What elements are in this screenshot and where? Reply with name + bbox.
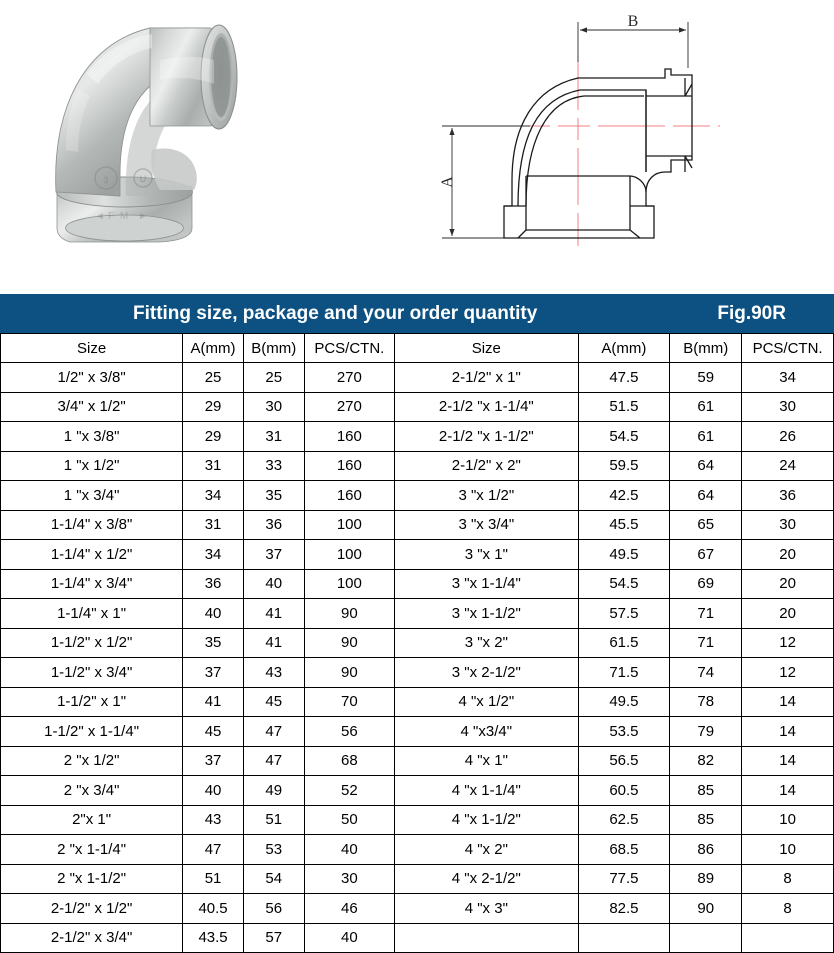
cell-size-left: 1 "x 3/8" [1, 422, 183, 452]
svg-text:U: U [139, 174, 147, 184]
cell-pcsctn-left: 46 [304, 894, 394, 924]
table-row [1, 481, 834, 511]
cell-pcsctn-right: 36 [742, 481, 834, 511]
cell-pcsctn-left: 160 [304, 422, 394, 452]
cell-a-left: 43 [183, 805, 244, 835]
cell-size-right: 4 "x 2-1/2" [395, 864, 578, 894]
cell-size-left: 1-1/4" x 1/2" [1, 540, 183, 570]
table-row [1, 776, 834, 806]
table-row [1, 510, 834, 540]
cell-a-right: 77.5 [578, 864, 670, 894]
cell-size-left: 2 "x 3/4" [1, 776, 183, 806]
cell-pcsctn-left: 52 [304, 776, 394, 806]
cell-b-right: 67 [670, 540, 742, 570]
cell-a-left: 40 [183, 776, 244, 806]
cell-a-right: 56.5 [578, 746, 670, 776]
cell-b-right: 71 [670, 628, 742, 658]
cell-a-right: 62.5 [578, 805, 670, 835]
cell-b-left: 35 [243, 481, 304, 511]
cell-size-right: 3 "x 3/4" [395, 510, 578, 540]
cell-size-right: 3 "x 1-1/2" [395, 599, 578, 629]
cell-b-right: 79 [670, 717, 742, 747]
table-body [1, 363, 834, 953]
cell-a-right: 60.5 [578, 776, 670, 806]
cell-b-right: 61 [670, 392, 742, 422]
cell-a-right: 54.5 [578, 422, 670, 452]
cell-size-left: 1-1/4" x 1" [1, 599, 183, 629]
cell-a-right: 47.5 [578, 363, 670, 393]
cell-b-right [670, 923, 742, 953]
cell-a-left: 35 [183, 628, 244, 658]
cell-pcsctn-right: 30 [742, 392, 834, 422]
cell-size-right: 3 "x 1" [395, 540, 578, 570]
cell-a-right [578, 923, 670, 953]
cell-b-right: 65 [670, 510, 742, 540]
cell-b-right: 89 [670, 864, 742, 894]
cell-b-left: 33 [243, 451, 304, 481]
cell-a-right: 71.5 [578, 658, 670, 688]
cell-b-left: 43 [243, 658, 304, 688]
table-row [1, 835, 834, 865]
col-header-b-right: B(mm) [670, 334, 742, 363]
cell-size-left: 3/4" x 1/2" [1, 392, 183, 422]
cell-b-right: 85 [670, 805, 742, 835]
cell-pcsctn-left: 160 [304, 451, 394, 481]
table-row [1, 363, 834, 393]
table-row [1, 805, 834, 835]
cell-b-left: 40 [243, 569, 304, 599]
cell-size-right: 4 "x 2" [395, 835, 578, 865]
cell-a-left: 34 [183, 481, 244, 511]
cell-a-left: 31 [183, 451, 244, 481]
cell-pcsctn-right: 20 [742, 599, 834, 629]
col-header-pcsctn-right: PCS/CTN. [742, 334, 834, 363]
cell-a-right: 42.5 [578, 481, 670, 511]
cell-a-right: 54.5 [578, 569, 670, 599]
col-header-size-left: Size [1, 334, 183, 363]
cell-size-right: 2-1/2 "x 1-1/4" [395, 392, 578, 422]
cell-a-right: 49.5 [578, 687, 670, 717]
cell-a-left: 29 [183, 392, 244, 422]
cell-size-right: 3 "x 2-1/2" [395, 658, 578, 688]
cell-pcsctn-right: 20 [742, 569, 834, 599]
cell-pcsctn-right: 12 [742, 658, 834, 688]
cell-a-left: 43.5 [183, 923, 244, 953]
col-header-size-right: Size [395, 334, 578, 363]
cell-pcsctn-left: 90 [304, 658, 394, 688]
cell-a-left: 31 [183, 510, 244, 540]
cell-pcsctn-right: 14 [742, 717, 834, 747]
cell-size-left: 1 "x 3/4" [1, 481, 183, 511]
col-header-pcsctn-left: PCS/CTN. [304, 334, 394, 363]
cell-size-right: 3 "x 1-1/4" [395, 569, 578, 599]
cell-pcsctn-right: 26 [742, 422, 834, 452]
table-title: Fitting size, package and your order quantity [1, 295, 670, 334]
cell-b-left: 56 [243, 894, 304, 924]
table-row [1, 599, 834, 629]
cell-a-left: 45 [183, 717, 244, 747]
table-row [1, 451, 834, 481]
cell-b-left: 53 [243, 835, 304, 865]
cell-pcsctn-left: 270 [304, 392, 394, 422]
cell-pcsctn-right: 30 [742, 510, 834, 540]
cell-pcsctn-right: 14 [742, 776, 834, 806]
table-title-row [1, 295, 834, 334]
product-photo-image [0, 0, 300, 290]
cell-size-right [395, 923, 578, 953]
cell-size-right: 4 "x 3" [395, 894, 578, 924]
cell-size-left: 2 "x 1/2" [1, 746, 183, 776]
cell-b-right: 74 [670, 658, 742, 688]
technical-drawing-image [430, 0, 834, 290]
product-visuals-area [0, 0, 834, 294]
cell-size-right: 4 "x 1-1/4" [395, 776, 578, 806]
cell-pcsctn-left: 50 [304, 805, 394, 835]
cell-a-right: 49.5 [578, 540, 670, 570]
table-row [1, 540, 834, 570]
table-row [1, 717, 834, 747]
fitting-spec-table [0, 294, 834, 953]
cell-pcsctn-left: 70 [304, 687, 394, 717]
cell-size-left: 1 "x 1/2" [1, 451, 183, 481]
cell-b-right: 64 [670, 481, 742, 511]
cell-pcsctn-right [742, 923, 834, 953]
cell-b-left: 47 [243, 717, 304, 747]
cell-pcsctn-right: 20 [742, 540, 834, 570]
cell-a-right: 45.5 [578, 510, 670, 540]
cell-pcsctn-left: 90 [304, 628, 394, 658]
cell-a-left: 37 [183, 658, 244, 688]
cell-b-right: 85 [670, 776, 742, 806]
cell-size-right: 4 "x 1-1/2" [395, 805, 578, 835]
cell-a-left: 41 [183, 687, 244, 717]
cell-size-left: 1/2" x 3/8" [1, 363, 183, 393]
cell-pcsctn-right: 8 [742, 894, 834, 924]
cell-size-left: 1-1/4" x 3/4" [1, 569, 183, 599]
cell-size-left: 1-1/2" x 1/2" [1, 628, 183, 658]
cell-pcsctn-left: 90 [304, 599, 394, 629]
cell-size-left: 2-1/2" x 1/2" [1, 894, 183, 924]
cell-a-right: 53.5 [578, 717, 670, 747]
cell-pcsctn-left: 160 [304, 481, 394, 511]
table-row [1, 422, 834, 452]
dimension-b-label: B [627, 13, 639, 30]
cell-a-left: 40 [183, 599, 244, 629]
cell-a-left: 40.5 [183, 894, 244, 924]
cell-pcsctn-left: 100 [304, 540, 394, 570]
figure-code: Fig.90R [670, 295, 834, 334]
cell-size-left: 2-1/2" x 3/4" [1, 923, 183, 953]
col-header-a-right: A(mm) [578, 334, 670, 363]
cell-pcsctn-right: 14 [742, 746, 834, 776]
cell-b-left: 25 [243, 363, 304, 393]
cell-a-left: 25 [183, 363, 244, 393]
technical-drawing [430, 0, 834, 290]
cell-size-right: 3 "x 2" [395, 628, 578, 658]
cell-pcsctn-right: 24 [742, 451, 834, 481]
table-row [1, 923, 834, 953]
cell-pcsctn-left: 30 [304, 864, 394, 894]
cell-b-left: 37 [243, 540, 304, 570]
cell-b-right: 90 [670, 894, 742, 924]
cell-size-right: 3 "x 1/2" [395, 481, 578, 511]
cell-b-left: 57 [243, 923, 304, 953]
cell-size-left: 2"x 1" [1, 805, 183, 835]
cell-pcsctn-right: 10 [742, 835, 834, 865]
cell-a-right: 57.5 [578, 599, 670, 629]
cell-a-left: 29 [183, 422, 244, 452]
cell-a-right: 68.5 [578, 835, 670, 865]
cell-a-left: 51 [183, 864, 244, 894]
cell-size-right: 4 "x 1" [395, 746, 578, 776]
cell-a-left: 37 [183, 746, 244, 776]
cell-a-right: 61.5 [578, 628, 670, 658]
cell-b-right: 82 [670, 746, 742, 776]
cell-b-right: 69 [670, 569, 742, 599]
product-photo [0, 0, 300, 290]
table-row [1, 392, 834, 422]
cell-b-right: 61 [670, 422, 742, 452]
cell-a-left: 47 [183, 835, 244, 865]
cell-b-left: 54 [243, 864, 304, 894]
cell-b-right: 71 [670, 599, 742, 629]
cell-pcsctn-right: 14 [742, 687, 834, 717]
cell-b-left: 41 [243, 628, 304, 658]
cell-pcsctn-left: 56 [304, 717, 394, 747]
cell-pcsctn-left: 40 [304, 923, 394, 953]
table-header-row [1, 334, 834, 363]
cell-size-right: 2-1/2" x 2" [395, 451, 578, 481]
cell-size-right: 4 "x 1/2" [395, 687, 578, 717]
cell-a-right: 51.5 [578, 392, 670, 422]
cell-size-left: 1-1/4" x 3/8" [1, 510, 183, 540]
cell-b-right: 59 [670, 363, 742, 393]
table-row [1, 864, 834, 894]
cell-b-left: 47 [243, 746, 304, 776]
cell-a-left: 34 [183, 540, 244, 570]
cell-pcsctn-right: 12 [742, 628, 834, 658]
table-row [1, 687, 834, 717]
cell-pcsctn-left: 270 [304, 363, 394, 393]
cell-b-left: 30 [243, 392, 304, 422]
table-row [1, 658, 834, 688]
cell-pcsctn-left: 100 [304, 510, 394, 540]
cell-b-right: 78 [670, 687, 742, 717]
cell-a-right: 59.5 [578, 451, 670, 481]
cell-b-right: 86 [670, 835, 742, 865]
cell-size-right: 2-1/2 "x 1-1/2" [395, 422, 578, 452]
col-header-a-left: A(mm) [183, 334, 244, 363]
cell-b-right: 64 [670, 451, 742, 481]
table-row [1, 746, 834, 776]
cell-a-right: 82.5 [578, 894, 670, 924]
cell-a-left: 36 [183, 569, 244, 599]
cell-b-left: 45 [243, 687, 304, 717]
table-row [1, 894, 834, 924]
cell-pcsctn-right: 8 [742, 864, 834, 894]
cell-size-left: 2 "x 1-1/4" [1, 835, 183, 865]
cell-size-left: 1-1/2" x 3/4" [1, 658, 183, 688]
table-row [1, 569, 834, 599]
table-row [1, 628, 834, 658]
cell-b-left: 41 [243, 599, 304, 629]
cell-size-left: 1-1/2" x 1" [1, 687, 183, 717]
cell-b-left: 31 [243, 422, 304, 452]
col-header-b-left: B(mm) [243, 334, 304, 363]
cell-pcsctn-right: 10 [742, 805, 834, 835]
cell-size-right: 4 "x3/4" [395, 717, 578, 747]
dimension-a-label: A [439, 176, 456, 188]
cell-pcsctn-left: 68 [304, 746, 394, 776]
cell-size-left: 1-1/2" x 1-1/4" [1, 717, 183, 747]
cell-size-left: 2 "x 1-1/2" [1, 864, 183, 894]
cell-size-right: 2-1/2" x 1" [395, 363, 578, 393]
cell-b-left: 51 [243, 805, 304, 835]
cell-pcsctn-left: 40 [304, 835, 394, 865]
cell-pcsctn-left: 100 [304, 569, 394, 599]
cell-pcsctn-right: 34 [742, 363, 834, 393]
cell-b-left: 49 [243, 776, 304, 806]
cell-b-left: 36 [243, 510, 304, 540]
